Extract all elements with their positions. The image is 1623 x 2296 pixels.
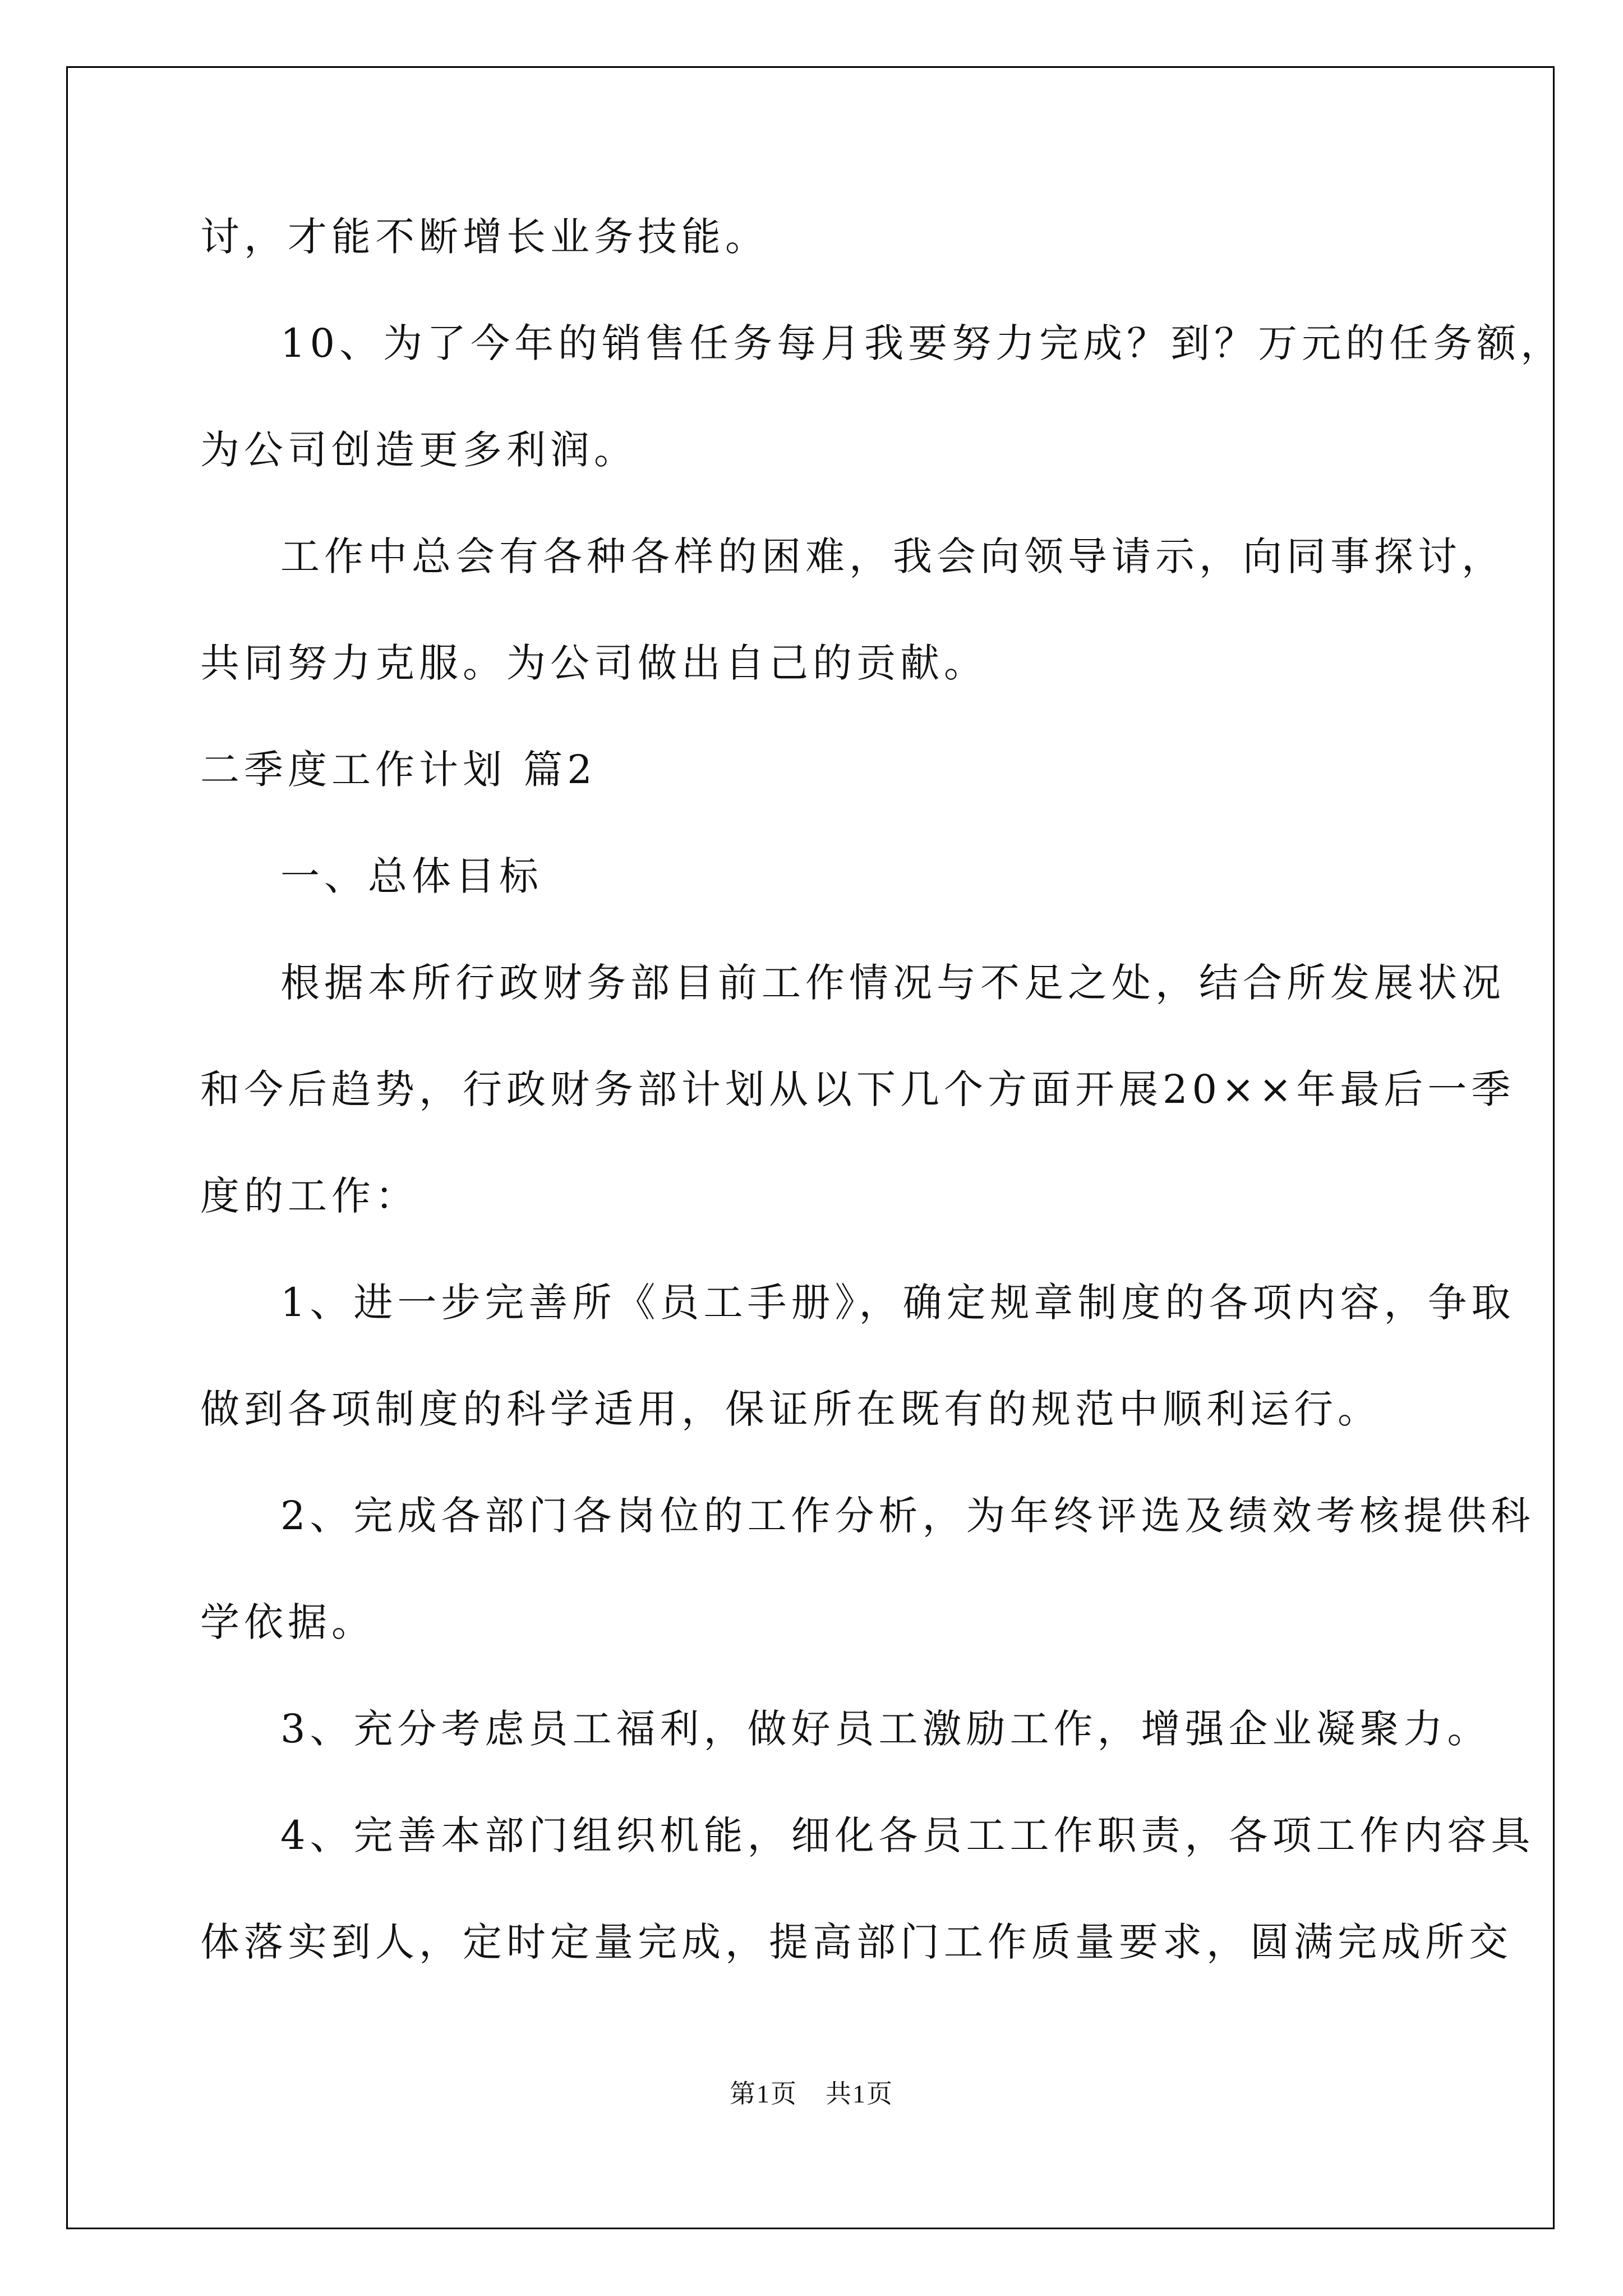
page-total: 共1页 <box>826 2079 893 2108</box>
text-line: 根据本所行政财务部目前工作情况与不足之处，结合所发展状况 <box>280 960 1505 1006</box>
text-line: 4、完善本部门组织机能，细化各员工工作职责，各项工作内容具 <box>280 1812 1535 1858</box>
subheading: 一、总体目标 <box>280 853 543 899</box>
text-line: 工作中总会有各种各样的困难，我会向领导请示，向同事探讨， <box>280 533 1505 579</box>
text-line: 学依据。 <box>200 1599 375 1645</box>
section-heading: 二季度工作计划 篇2 <box>200 747 597 793</box>
text-line: 1、进一步完善所《员工手册》，确定规章制度的各项内容，争取 <box>280 1280 1515 1326</box>
text-line: 和今后趋势，行政财务部计划从以下几个方面开展20××年最后一季 <box>200 1066 1515 1112</box>
text-line: 讨，才能不断增长业务技能。 <box>200 214 769 260</box>
text-line: 10、为了今年的销售任务每月我要努力完成？到？万元的任务额， <box>280 320 1565 366</box>
text-line: 共同努力克服。为公司做出自己的贡献。 <box>200 640 988 686</box>
page-footer <box>0 2077 1623 2111</box>
text-line: 体落实到人，定时定量完成，提高部门工作质量要求，圆满完成所交 <box>200 1919 1513 1965</box>
text-line: 为公司创造更多利润。 <box>200 427 638 473</box>
text-line: 3、充分考虑员工福利，做好员工激励工作，增强企业凝聚力。 <box>280 1706 1491 1752</box>
text-line: 2、完成各部门各岗位的工作分析，为年终评选及绩效考核提供科 <box>280 1493 1535 1539</box>
text-line: 做到各项制度的科学适用，保证所在既有的规范中顺利运行。 <box>200 1386 1381 1432</box>
text-line: 度的工作： <box>200 1173 419 1219</box>
page-number: 第1页 <box>730 2079 797 2108</box>
